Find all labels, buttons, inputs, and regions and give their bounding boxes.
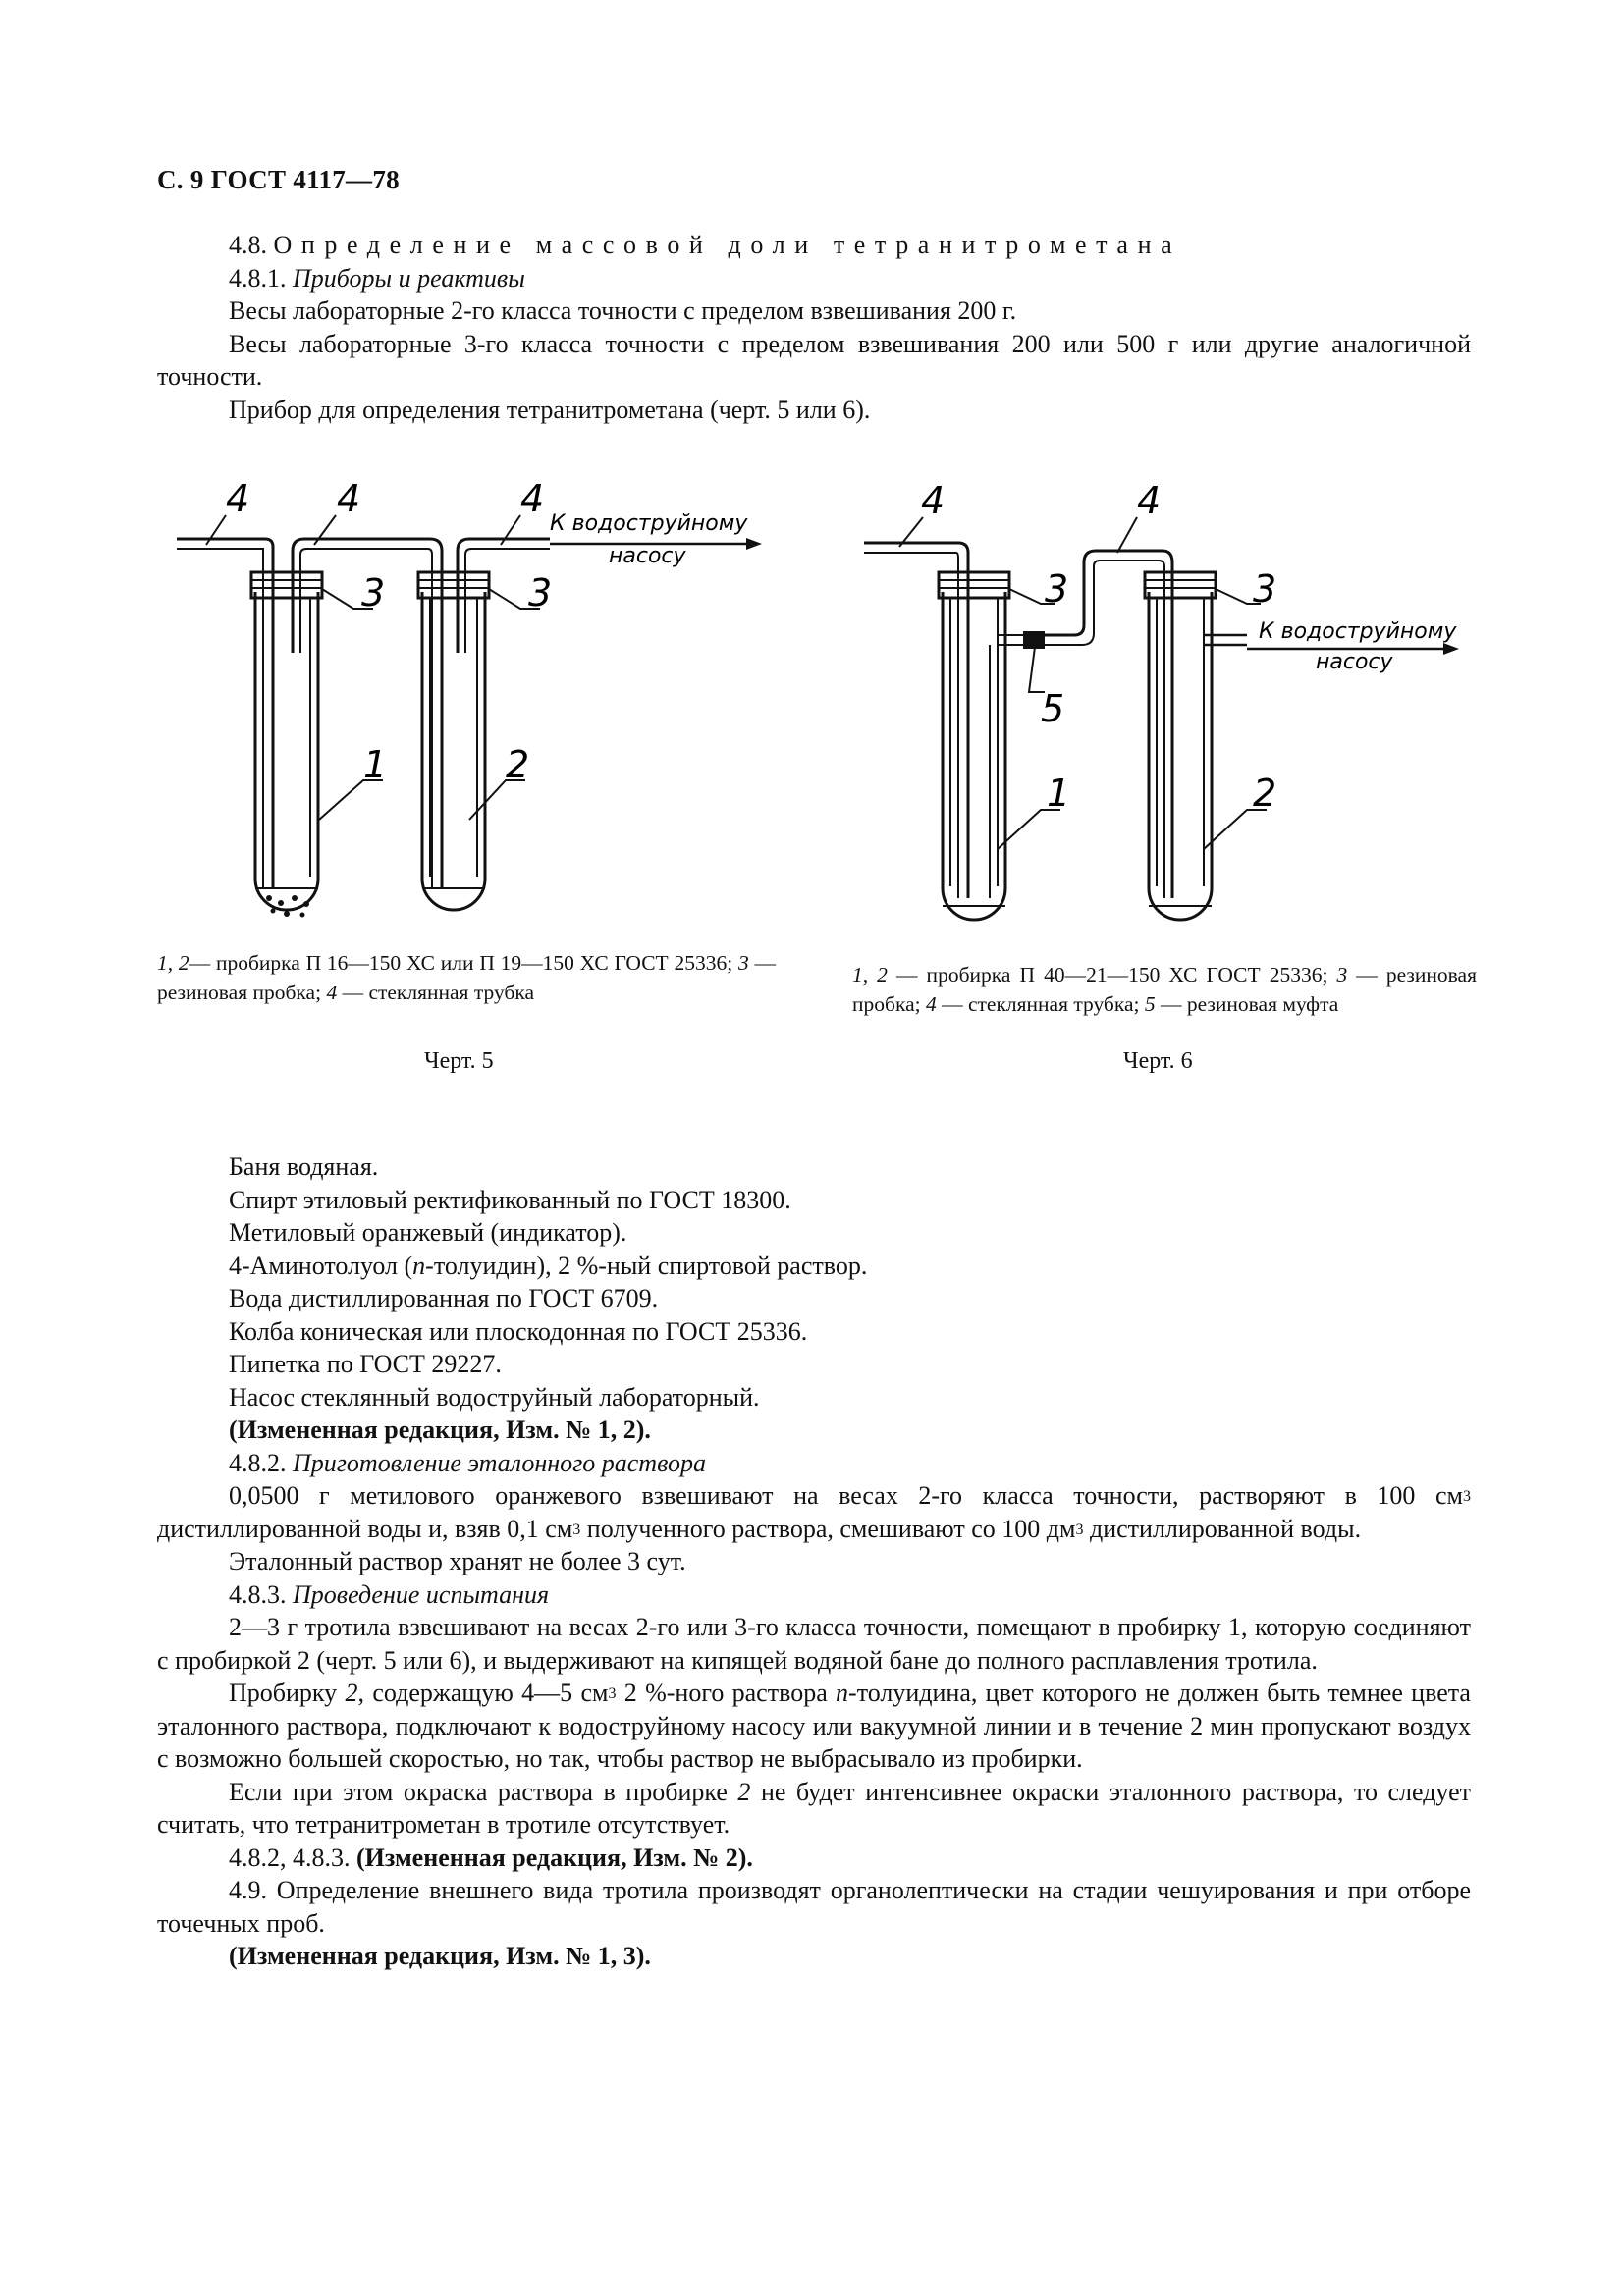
- amendment-note: [157, 1940, 1471, 1973]
- paragraph-text: -толуидина, цвет которого не должен быть темнее цвета эталонного раствора, подключают к водоструйному насосу или вакуумной линии и в течение 2 мин пропускают воздух с возможно большей скоростью, но так, чтобы раствор не выбрасывало из пробирки.: [157, 1679, 1471, 1773]
- rubber-stopper: [939, 572, 1009, 598]
- paragraph-text: дистиллированной воды и, взяв 0,1 см: [157, 1514, 573, 1543]
- section-4-8-heading: [157, 229, 1471, 262]
- paragraph-text: полученного раствора, смешивают со 100 дм: [580, 1514, 1076, 1543]
- section-4-8-1-heading: [157, 262, 1471, 295]
- figure-5-caption: [157, 948, 776, 1007]
- reagents-and-procedure-block: [157, 1150, 1471, 1973]
- pump-label-line1: К водоструйному: [1259, 619, 1457, 644]
- caption-text: — резиновая пробка;: [157, 951, 777, 1004]
- label-4: 4: [226, 477, 250, 520]
- paragraph: Эталонный раствор хранят не более 3 сут.: [229, 1547, 686, 1575]
- glass-tube: [177, 539, 273, 888]
- label-5: 5: [1041, 687, 1065, 730]
- rubber-stopper: [251, 572, 322, 598]
- pump-label-line1: К водоструйному: [550, 511, 748, 536]
- paragraph: 2—3 г тротила взвешивают на весах 2-го или 3-го класса точности, помещают в пробирку 1, которую соединяют с пробиркой 2 (черт. 5 или 6), и выдерживают на кипящей водяной бане до полного расплавления тротила.: [157, 1613, 1471, 1675]
- paragraph-text: 0,0500 г метилового оранжевого взвешивают на весах 2-го класса точности, растворяют в 100 см: [229, 1481, 1463, 1510]
- figure-6-diagram: [854, 456, 1483, 967]
- section-number: 4.8.2.: [229, 1448, 287, 1477]
- paragraph-text: Пробирку: [229, 1679, 346, 1707]
- pump-label-line2: насосу: [1316, 650, 1393, 674]
- figure-5-diagram: [157, 456, 785, 967]
- label-1: 1: [363, 743, 388, 786]
- caption-italic: 5: [1144, 992, 1156, 1016]
- amendment-text: (Измененная редакция, Изм. № 1, 3).: [229, 1942, 651, 1970]
- rubber-stopper: [418, 572, 489, 598]
- section-number: 4.8.3.: [229, 1579, 287, 1609]
- reagent-text: 4-Аминотолуол (: [229, 1251, 413, 1280]
- caption-text: — стеклянная трубка: [337, 981, 535, 1004]
- reagent-text: -толуидин), 2 %-ный спиртовой раствор.: [425, 1251, 868, 1280]
- glass-tube: [864, 543, 968, 898]
- label-4: 4: [337, 477, 361, 520]
- paragraph: [157, 1479, 1471, 1545]
- section-title: Приготовление эталонного раствора: [293, 1448, 707, 1477]
- label-3: 3: [1045, 567, 1069, 611]
- section-title: Проведение испытания: [293, 1579, 550, 1609]
- paragraph: [157, 1677, 1471, 1776]
- paragraph-text: дистиллированной воды.: [1083, 1514, 1362, 1543]
- amendment-text: (Измененная редакция, Изм. № 2).: [356, 1842, 753, 1872]
- label-3: 3: [361, 571, 386, 614]
- label-4: 4: [921, 479, 946, 522]
- label-2: 2: [1253, 772, 1277, 815]
- caption-italic: 4: [326, 981, 338, 1004]
- reagent-item: Насос стеклянный водоструйный лабораторный.: [229, 1382, 760, 1412]
- rubber-muff: [1023, 631, 1045, 649]
- reagent-item: [157, 1250, 1471, 1283]
- section-4-8-3-heading: [157, 1578, 1471, 1612]
- label-4: 4: [1137, 479, 1162, 522]
- caption-text: — пробирка П 40—21—150 ХС ГОСТ 25336;: [887, 963, 1337, 987]
- paragraph: Весы лабораторные 2-го класса точности с пределом взвешивания 200 г.: [229, 296, 1017, 325]
- caption-italic: 3: [1336, 963, 1348, 987]
- figure-6-number: Черт. 6: [1123, 1048, 1193, 1074]
- label-3: 3: [528, 571, 553, 614]
- test-tube-1: [943, 592, 1005, 920]
- label-2: 2: [506, 743, 530, 786]
- caption-italic: 1, 2: [157, 951, 189, 975]
- test-tube-1: [255, 592, 318, 910]
- reagent-item: Колба коническая или плоскодонная по ГОСТ 25336.: [229, 1316, 808, 1346]
- section-4-8-block: [157, 229, 1471, 426]
- paragraph: 4.9. Определение внешнего вида тротила производят органолептически на стадии чешуирования и при отборе точечных проб.: [157, 1876, 1471, 1938]
- paragraph-text: 2 %-ного раствора: [616, 1679, 837, 1707]
- label-3: 3: [1253, 567, 1277, 611]
- superscript: 3: [608, 1685, 617, 1702]
- reagent-item: Метиловый оранжевый (индикатор).: [229, 1218, 627, 1247]
- test-tube-2: [1149, 592, 1212, 920]
- caption-text: — стеклянная трубка;: [936, 992, 1145, 1016]
- reagent-item: Баня водяная.: [229, 1152, 379, 1181]
- reagent-item: Спирт этиловый ректификованный по ГОСТ 18300.: [229, 1185, 791, 1214]
- paragraph: [157, 1776, 1471, 1842]
- pump-label-line2: насосу: [609, 544, 686, 568]
- paragraph-text: , содержащую 4—5 см: [357, 1679, 609, 1707]
- superscript: 3: [1075, 1521, 1084, 1538]
- paragraph-text: не будет интенсивнее окраски эталонного раствора, то следует считать, что тетранитрометан в тротиле отсутствует.: [157, 1777, 1471, 1839]
- section-4-8-2-heading: [157, 1447, 1471, 1480]
- label-4: 4: [520, 477, 545, 520]
- paragraph-italic: 2: [345, 1679, 358, 1707]
- paragraph-text: Если при этом окраска раствора в пробирке: [229, 1777, 738, 1806]
- caption-text: — пробирка П 16—150 ХС или П 19—150 ХС ГОСТ 25336;: [189, 951, 738, 975]
- reagent-item: Вода дистиллированная по ГОСТ 6709.: [229, 1284, 659, 1312]
- paragraph-italic: n: [836, 1679, 849, 1707]
- reagent-italic: n: [412, 1251, 426, 1280]
- paragraph-italic: 2: [737, 1777, 751, 1806]
- label-1: 1: [1047, 772, 1071, 815]
- figure-6-caption: [852, 960, 1477, 1019]
- amendment-text: (Измененная редакция, Изм. № 1, 2).: [229, 1415, 651, 1444]
- caption-italic: 3: [737, 951, 749, 975]
- superscript: 3: [1463, 1488, 1471, 1505]
- reagent-item: Пипетка по ГОСТ 29227.: [229, 1350, 502, 1378]
- caption-text: — резиновая муфта: [1155, 992, 1339, 1016]
- amendment-note: [157, 1842, 1471, 1875]
- page-header: С. 9 ГОСТ 4117—78: [157, 165, 400, 194]
- paragraph: Прибор для определения тетранитрометана (черт. 5 или 6).: [229, 395, 871, 424]
- amendment-prefix: 4.8.2, 4.8.3.: [229, 1842, 356, 1872]
- rubber-stopper: [1145, 572, 1216, 598]
- paragraph: Весы лабораторные 3-го класса точности с пределом взвешивания 200 или 500 г или другие аналогичной точности.: [157, 329, 1471, 391]
- section-number: 4.8.1.: [229, 263, 287, 293]
- caption-italic: 4: [925, 992, 937, 1016]
- section-title: Приборы и реактивы: [293, 263, 525, 293]
- section-number: 4.8.: [229, 231, 267, 259]
- section-title: Определение массовой доли тетранитрометана: [273, 231, 1182, 259]
- caption-text: — резиновая пробка;: [852, 963, 1477, 1016]
- superscript: 3: [572, 1521, 581, 1538]
- amendment-note: [157, 1414, 1471, 1447]
- figure-5-number: Черт. 5: [424, 1048, 494, 1074]
- caption-italic: 1, 2: [852, 963, 888, 987]
